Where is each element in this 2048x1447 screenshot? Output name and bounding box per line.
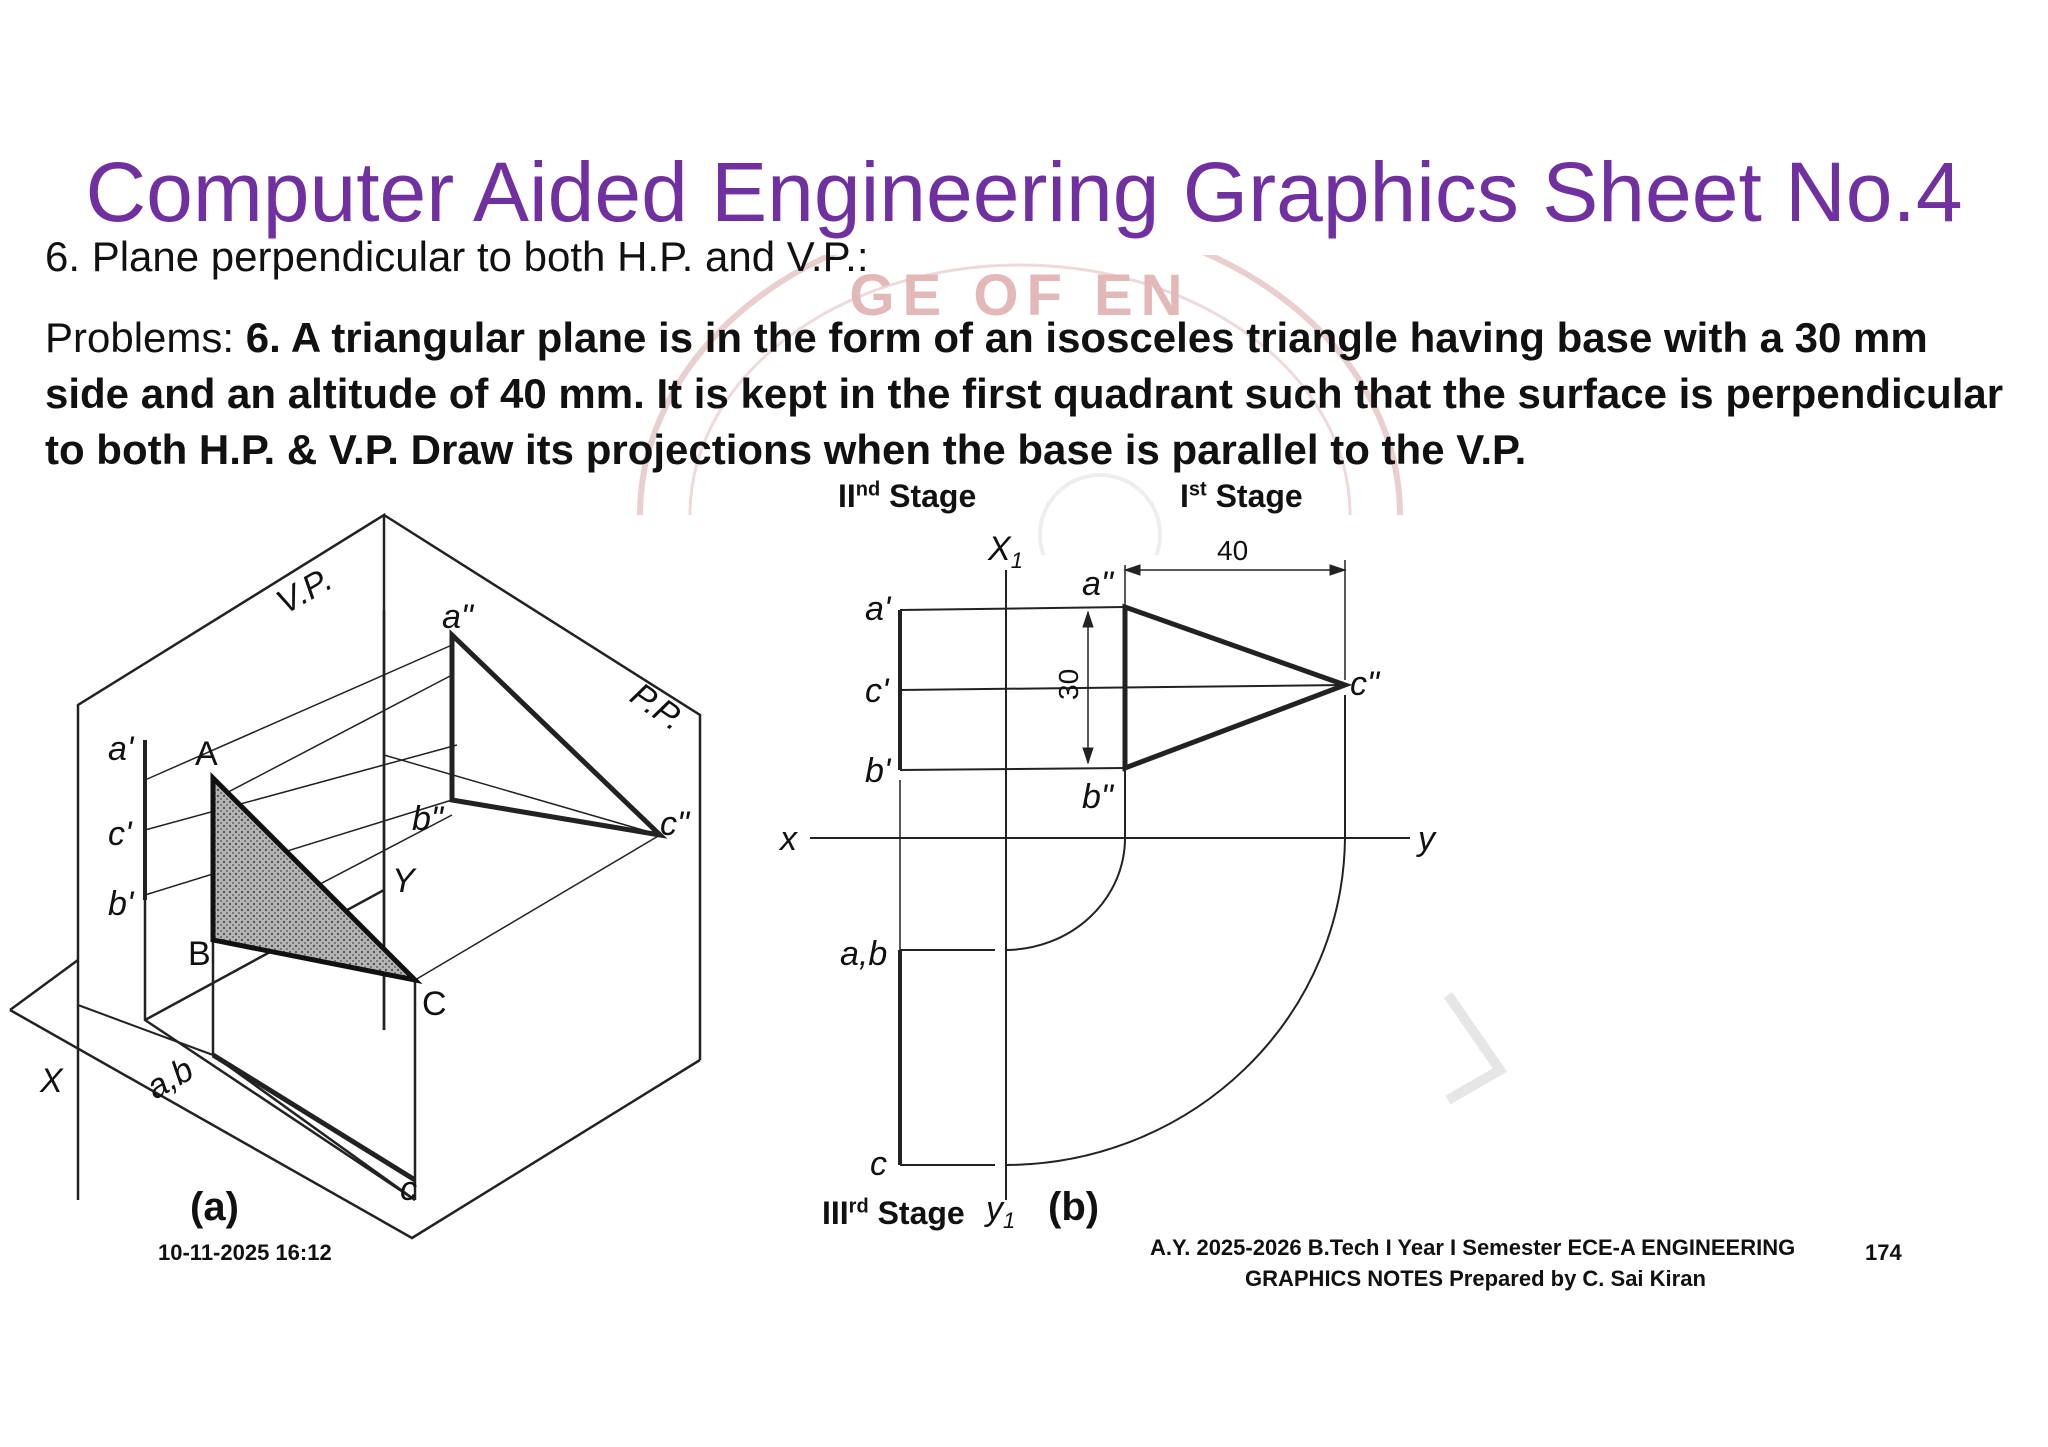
dimension-40-label: 40	[1217, 535, 1249, 566]
label-x: x	[780, 820, 797, 858]
label-a-front: a'	[865, 590, 891, 628]
label-B: B	[188, 935, 211, 973]
label-ab-top: a,b	[840, 935, 888, 973]
label-b-side: b"	[1082, 778, 1113, 816]
caption-b: (b)	[1048, 1185, 1100, 1229]
label-ab-top: a,b	[140, 1050, 200, 1107]
label-c-top: c	[870, 1145, 887, 1183]
stage-2-label: IInd Stage	[838, 478, 977, 514]
figure-a-pictorial	[0, 500, 720, 1260]
label-y1: $y_1$	[986, 1190, 1016, 1233]
page-number: 174	[1865, 1240, 1902, 1265]
label-y: Y	[392, 862, 415, 900]
label-b-front: b'	[108, 885, 134, 923]
label-a-front: a'	[108, 730, 134, 768]
label-a-side: a"	[1082, 565, 1113, 603]
footer-course-line1: A.Y. 2025-2026 B.Tech I Year I Semester ECE-A ENGINEERING	[1150, 1235, 1796, 1260]
label-x1: $X_1$	[988, 530, 1023, 573]
label-b-side: b"	[412, 800, 443, 838]
problem-prefix: Problems:	[45, 314, 246, 361]
stage-1-label: Ist Stage	[1180, 478, 1303, 514]
footer-course-line2: GRAPHICS NOTES Prepared by C. Sai Kiran	[1245, 1266, 1706, 1291]
label-b-front: b'	[865, 752, 891, 790]
hp-front-edge	[10, 1010, 700, 1238]
problem-statement	[45, 310, 2020, 478]
svg-text:GE OF EN: GE OF EN	[849, 263, 1191, 328]
label-c-top: c	[400, 1170, 417, 1208]
arc-small	[1006, 838, 1125, 950]
label-a-side: a"	[442, 598, 473, 636]
section-subheading: 6. Plane perpendicular to both H.P. and V.P.:	[45, 233, 869, 280]
hp-left-edge	[10, 960, 78, 1010]
pp-plane-outline	[384, 515, 700, 1060]
label-c-side: c"	[660, 805, 690, 843]
dimension-30-label: 30	[1053, 668, 1084, 700]
label-c-front: c'	[865, 672, 889, 710]
label-C: C	[422, 985, 447, 1023]
label-A: A	[195, 735, 218, 773]
label-c-side: c"	[1350, 665, 1380, 703]
label-pp: P.P.	[623, 675, 691, 739]
figure-b-orthographic	[770, 520, 1490, 1240]
label-vp: V.P.	[270, 560, 339, 622]
caption-a: (a)	[190, 1185, 239, 1229]
top-view-line	[213, 1055, 415, 1180]
stage-3-label: IIIrd Stage	[822, 1195, 965, 1231]
watermark-fragment	[1440, 990, 1510, 1110]
slide-title: Computer Aided Engineering Graphics Sheet No.4	[85, 145, 1963, 239]
arc-large	[1006, 838, 1345, 1165]
label-c-front: c'	[108, 815, 132, 853]
footer-datetime: 10-11-2025 16:12	[158, 1240, 332, 1265]
label-y: y	[1418, 820, 1435, 858]
problem-text: 6. A triangular plane is in the form of an isosceles triangle having base with a 30 mm side and an altitude of 40 mm. It is kept in the first quadrant such that the surface is perpendicular to both H.P. & V.P. Draw its projections when the base is parallel to the V.P.	[45, 314, 2004, 473]
label-x: X	[40, 1062, 63, 1100]
